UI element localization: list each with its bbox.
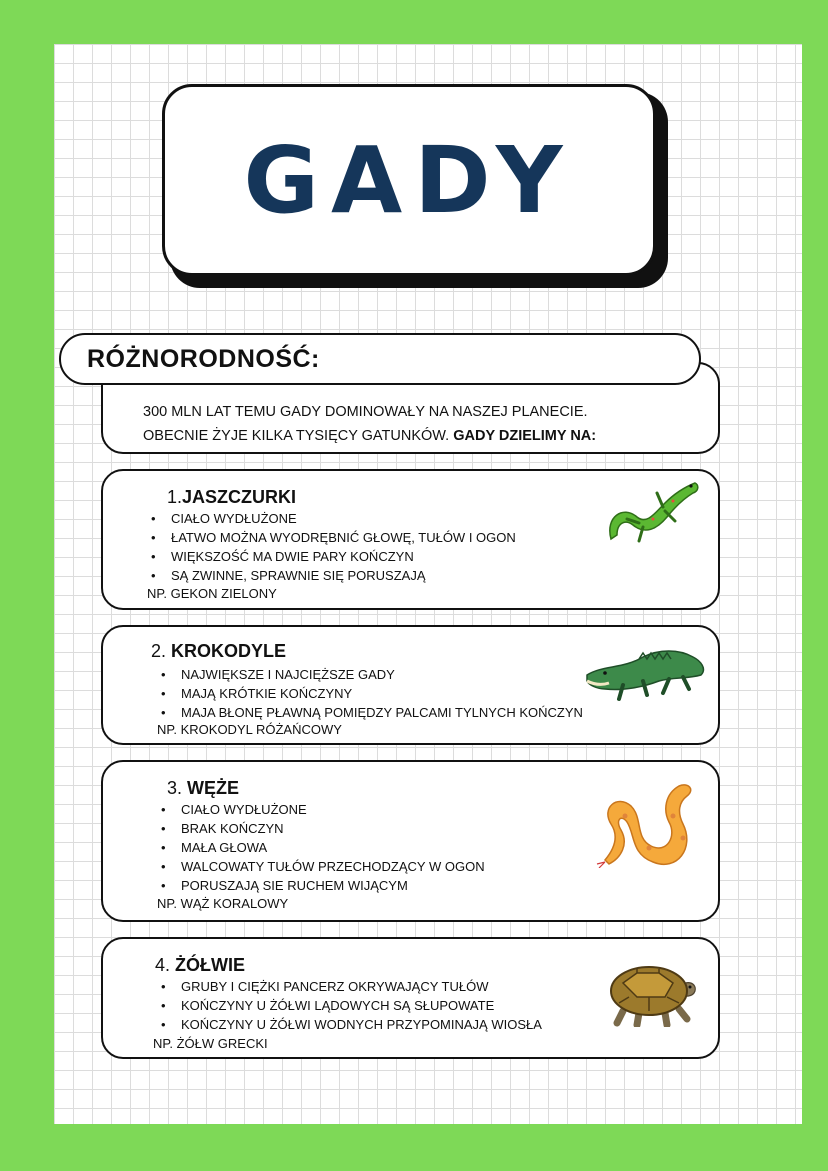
page-title: GADY xyxy=(243,126,575,234)
group-card-turtles xyxy=(101,937,720,1059)
group-example: NP. GEKON ZIELONY xyxy=(147,586,277,601)
group-points xyxy=(161,800,485,895)
list-item: • PORUSZAJĄ SIE RUCHEM WIJĄCYM xyxy=(161,876,485,895)
list-item: • ŁATWO MOŻNA WYODRĘBNIĆ GŁOWĘ, TUŁÓW I OGON xyxy=(151,528,516,547)
group-number: 3. xyxy=(167,778,183,798)
lizard-icon xyxy=(603,477,703,549)
crocodile-icon xyxy=(583,635,709,705)
group-title xyxy=(167,487,296,508)
title-box xyxy=(162,84,656,276)
list-item: • CIAŁO WYDŁUŻONE xyxy=(161,800,485,819)
group-card-snakes xyxy=(101,760,720,922)
list-item: • GRUBY I CIĘŻKI PANCERZ OKRYWAJĄCY TUŁÓW xyxy=(161,977,542,996)
section-heading: RÓŻNORODNOŚĆ: xyxy=(87,344,320,373)
section-heading-box xyxy=(59,333,701,385)
list-item: • WIĘKSZOŚĆ MA DWIE PARY KOŃCZYN xyxy=(151,547,516,566)
intro-line-2-bold: GADY DZIELIMY NA: xyxy=(453,428,597,444)
list-item: • SĄ ZWINNE, SPRAWNIE SIĘ PORUSZAJĄ xyxy=(151,566,516,585)
list-item: • MAJA BŁONĘ PŁAWNĄ POMIĘDZY PALCAMI TYLNYCH KOŃCZYN xyxy=(161,703,583,722)
group-card-lizards xyxy=(101,469,720,610)
intro-line-2 xyxy=(143,424,718,448)
group-number: 4. xyxy=(155,955,171,975)
group-points xyxy=(151,509,516,585)
intro-line-1: 300 MLN LAT TEMU GADY DOMINOWAŁY NA NASZEJ PLANECIE. xyxy=(143,404,588,420)
group-number: 1. xyxy=(167,487,183,507)
group-points xyxy=(161,665,583,722)
list-item: • KOŃCZYNY U ŻÓŁWI WODNYCH PRZYPOMINAJĄ WIOSŁA xyxy=(161,1015,542,1034)
group-example: NP. ŻÓŁW GRECKI xyxy=(153,1036,268,1051)
list-item: • MAŁA GŁOWA xyxy=(161,838,485,857)
list-item: • MAJĄ KRÓTKIE KOŃCZYNY xyxy=(161,684,583,703)
group-example: NP. WĄŻ KORALOWY xyxy=(157,896,289,911)
snake-icon xyxy=(591,776,701,868)
list-item: • BRAK KOŃCZYN xyxy=(161,819,485,838)
group-example: NP. KROKODYL RÓŻAŃCOWY xyxy=(157,722,342,737)
group-card-crocodiles xyxy=(101,625,720,745)
list-item: • KOŃCZYNY U ŻÓŁWI LĄDOWYCH SĄ SŁUPOWATE xyxy=(161,996,542,1015)
group-title xyxy=(167,778,239,799)
group-name: JASZCZURKI xyxy=(182,487,297,507)
list-item: • WALCOWATY TUŁÓW PRZECHODZĄCY W OGON xyxy=(161,857,485,876)
group-title xyxy=(151,641,286,662)
group-points xyxy=(161,977,542,1034)
group-title xyxy=(155,955,245,976)
intro-line-2-plain: OBECNIE ŻYJE KILKA TYSIĘCY GATUNKÓW. xyxy=(143,428,450,444)
list-item: • NAJWIĘKSZE I NAJCIĘŻSZE GADY xyxy=(161,665,583,684)
group-number: 2. xyxy=(151,641,167,661)
turtle-icon xyxy=(603,953,699,1027)
group-name: KROKODYLE xyxy=(171,641,287,661)
list-item: • CIAŁO WYDŁUŻONE xyxy=(151,509,516,528)
group-name: WĘŻE xyxy=(187,778,240,798)
group-name: ŻÓŁWIE xyxy=(175,955,246,975)
